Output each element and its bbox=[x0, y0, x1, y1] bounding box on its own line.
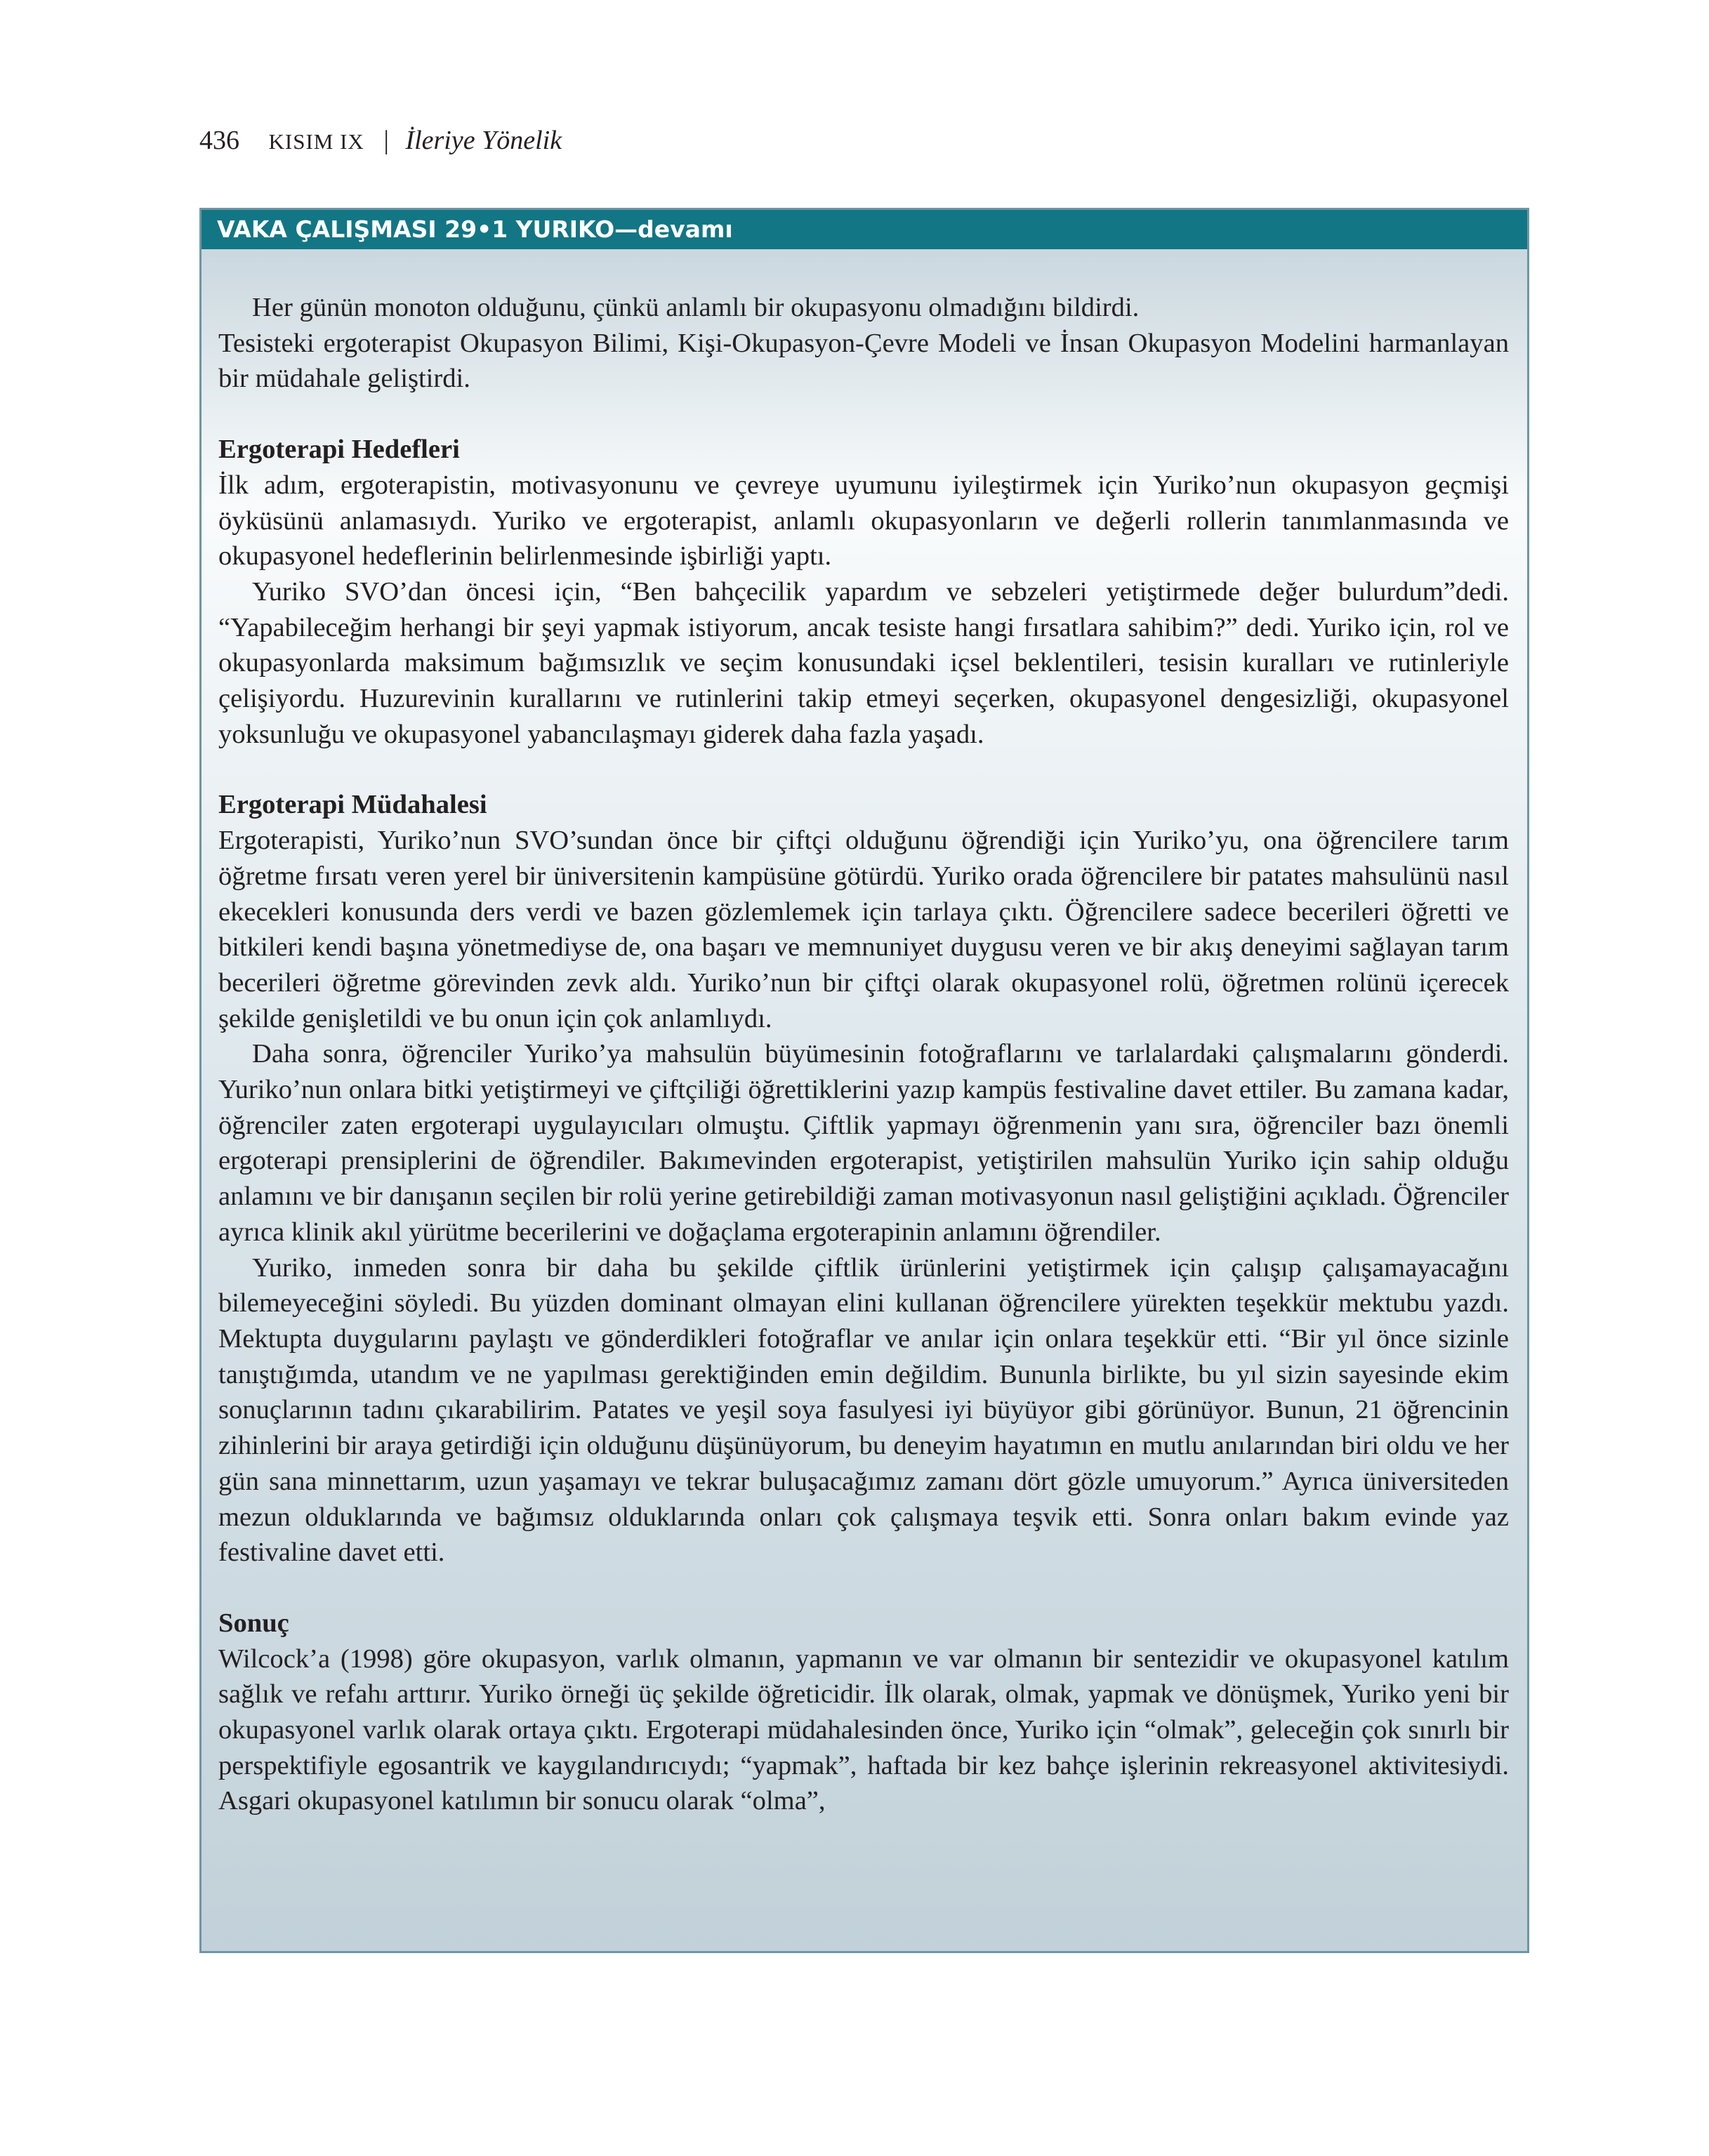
page-number: 436 bbox=[199, 126, 239, 155]
chapter-title: İleriye Yönelik bbox=[405, 126, 562, 155]
intro-paragraph: Her günün monoton olduğunu, çünkü anlamlı bir okupasyonu olmadığını bildirdi. bbox=[252, 293, 1140, 322]
running-head bbox=[199, 121, 562, 161]
body-paragraph: Ergoterapisti, Yuriko’nun SVO’sundan önce bir çiftçi olduğunu öğrendiği için Yuriko’yu, ona öğrencilere tarım öğretme fırsatı veren yerel bir üniversitenin kampüsüne götürdü. Yuriko orada öğrencilere bir patates mahsulünü nasıl ekecekleri konusunda ders verdi ve bazen gözlemlemek için tarlaya çıktı. Öğrencilere sadece becerileri öğretti ve bitkileri kendi başına yönetmediyse de, ona başarı ve memnuniyet duygusu veren ve bir akış deneyimi sağlayan tarım becerileri öğretme görevinden zevk aldı. Yuriko’nun bir çiftçi olarak okupasyonel rolü, öğretmen rolünü içerecek şekilde genişletildi ve bu onun için çok anlamlıydı. bbox=[218, 826, 1509, 1033]
body-paragraph: Daha sonra, öğrenciler Yuriko’ya mahsulün büyümesinin fotoğraflarını ve tarlalardaki çalışmalarını gönderdi. Yuriko’nun onlara bitki yetiştirmeyi ve çiftçiliği öğrettiklerini yazıp kampüs festivaline davet ettiler. Bu zamana kadar, öğrenciler zaten ergoterapi uygulayıcıları olmuştu. Çiftlik yapmayı öğrenmenin yanı sıra, öğrenciler bazı önemli ergoterapi prensiplerini de öğrendiler. Bakımevinden ergoterapist, yetiştirilen mahsulün Yuriko için sahip olduğu anlamını ve bir danışanın seçilen bir rolü yerine getirebildiği zaman motivasyonun nasıl geliştiğini açıkladı. Öğrenciler ayrıca klinik akıl yürütme becerilerini ve doğaçlama ergoterapinin anlamını öğrendiler. bbox=[218, 1039, 1509, 1247]
intro-paragraph: Tesisteki ergoterapist Okupasyon Bilimi, Kişi-Okupasyon-Çevre Modeli ve İnsan Okupasyon Modelini harmanlayan bir müdahale geliştirdi. bbox=[218, 328, 1509, 394]
section-heading-goals: Ergoterapi Hedefleri bbox=[218, 435, 460, 465]
header-separator: | bbox=[383, 126, 389, 155]
case-study-title: VAKA ÇALIŞMASI 29•1 YURIKO—devamı bbox=[202, 210, 1527, 249]
case-study-body bbox=[202, 249, 1527, 1819]
section-heading-intervention: Ergoterapi Müdahalesi bbox=[218, 790, 487, 820]
part-label: KISIM IX bbox=[268, 129, 364, 154]
case-study-box bbox=[199, 208, 1529, 1953]
body-paragraph: Yuriko SVO’dan öncesi için, “Ben bahçecilik yapardım ve sebzeleri yetiştirmede değer bulurdum”dedi. “Yapabileceğim herhangi bir şeyi yapmak istiyorum, ancak tesiste hangi fırsatlara sahibim?” dedi. Yuriko için, rol ve okupasyonlarda maksimum bağımsızlık ve seçim konusundaki içsel beklentileri, tesisin kuralları ve rutinleriyle çelişiyordu. Huzurevinin kurallarını ve rutinlerini takip etmeyi seçerken, okupasyonel dengesizliği, okupasyonel yoksunluğu ve okupasyonel yabancılaşmayı giderek daha fazla yaşadı. bbox=[218, 576, 1509, 749]
body-paragraph: İlk adım, ergoterapistin, motivasyonunu ve çevreye uyumunu iyileştirmek için Yuriko’nun okupasyon geçmişi öyküsünü anlamasıydı. Yuriko ve ergoterapist, anlamlı okupasyonların ve değerli rollerin tanımlanmasında ve okupasyonel hedeflerinin belirlenmesinde işbirliği yaptı. bbox=[218, 470, 1509, 571]
section-heading-conclusion: Sonuç bbox=[218, 1608, 289, 1638]
body-paragraph: Wilcock’a (1998) göre okupasyon, varlık olmanın, yapmanın ve var olmanın bir sentezidir ve okupasyonel katılım sağlık ve refahı arttırır. Yuriko örneği üç şekilde öğreticidir. İlk olarak, olmak, yapmak ve dönüşmek, Yuriko yeni bir okupasyonel varlık olarak ortaya çıktı. Ergoterapi müdahalesinden önce, Yuriko için “olmak”, geleceğin çok sınırlı bir perspektifiyle egosantrik ve kaygılandırıcıydı; “yapmak”, haftada bir kez bahçe işlerinin rekreasyonel aktivitesiydi. Asgari okupasyonel katılımın bir sonucu olarak “olma”, bbox=[218, 1644, 1509, 1816]
body-paragraph: Yuriko, inmeden sonra bir daha bu şekilde çiftlik ürünlerini yetiştirmek için çalışıp çalışamayacağını bilemeyeceğini söyledi. Bu yüzden dominant olmayan elini kullanan öğrencilere yürekten teşekkür mektubu yazdı. Mektupta duygularını paylaştı ve gönderdikleri fotoğraflar ve anılar için onlara teşekkür etti. “Bir yıl önce sizinle tanıştığımda, utandım ve ne yapılması gerektiğinden emin değildim. Bununla birlikte, bu yıl sizin sayesinde ekim sonuçlarının tadını çıkarabilirim. Patates ve yeşil soya fasulyesi iyi büyüyor gibi görünüyor. Bunun, 21 öğrencinin zihinlerini bir araya getirdiği için olduğunu düşünüyorum, bu deneyim hayatımın en mutlu anılarından biri oldu ve her gün sana minnettarım, uzun yaşamayı ve tekrar buluşacağımız zamanı dört gözle umuyorum.” Ayrıca üniversiteden mezun olduklarında ve bağımsız olduklarında onları çok çalışmaya teşvik etti. Sonra onları bakım evinde yaz festivaline davet etti. bbox=[218, 1252, 1509, 1568]
